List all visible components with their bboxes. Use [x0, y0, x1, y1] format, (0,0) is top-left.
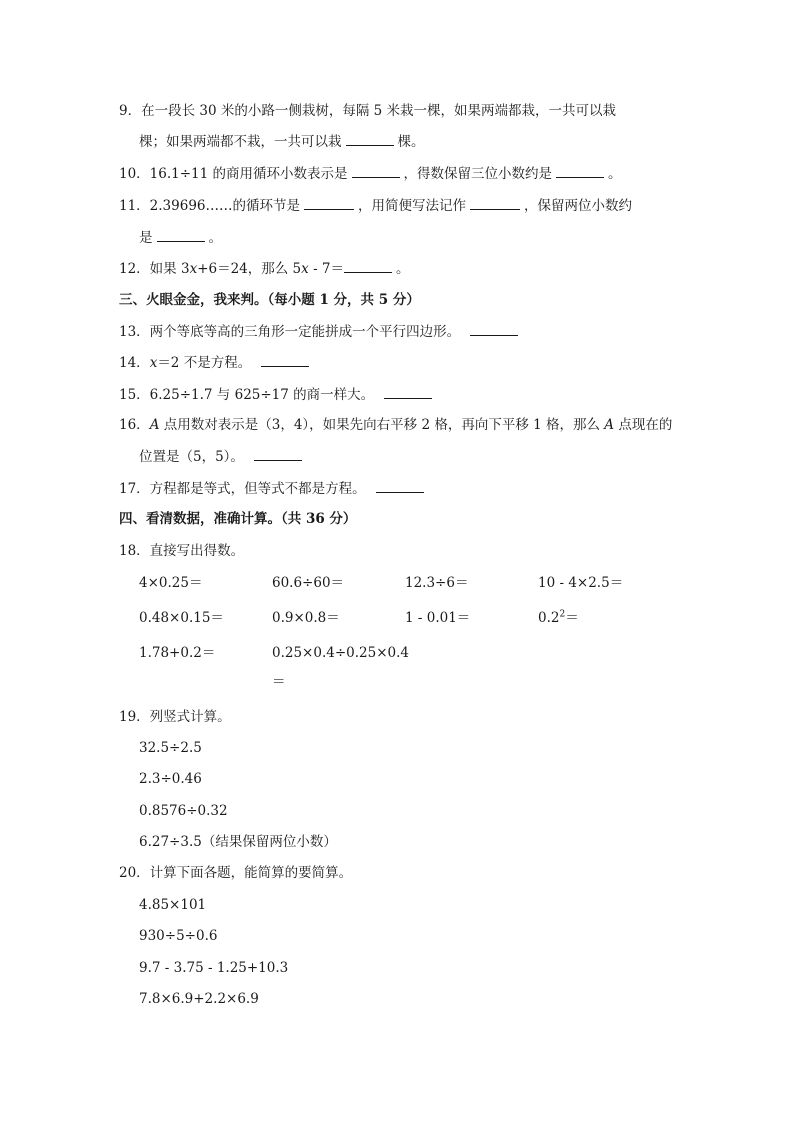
calc-item: 60.6÷60＝ [272, 575, 345, 591]
q12-text-b: +6＝24，那么 5 [197, 261, 302, 277]
q18-title: 18．直接写出得数。 [119, 543, 245, 559]
simplify-item: 930÷5÷0.6 [139, 928, 218, 944]
q20-title: 20．计算下面各题，能简算的要简算。 [119, 865, 353, 881]
q14-text-a: 14． [119, 355, 150, 371]
calc-item-continuation: ＝ [272, 674, 286, 690]
calc-item: 1 - 0.01＝ [405, 610, 471, 626]
answer-blank-q17[interactable] [376, 479, 424, 493]
q14-var-x: x [149, 355, 158, 371]
section-4-heading: 四、看清数据，准确计算。（共 36 分） [119, 511, 357, 527]
vertical-calc-item: 6.27÷3.5（结果保留两位小数） [139, 834, 337, 850]
q15-line [119, 385, 436, 405]
answer-blank-q11a[interactable] [304, 196, 354, 210]
vertical-calc-item: 32.5÷2.5 [139, 740, 202, 756]
q9-text3: 棵。 [397, 134, 425, 150]
q12-var-x1: x [189, 261, 198, 277]
q11-line2 [139, 228, 222, 248]
q16-line1 [119, 415, 672, 435]
q16-line2 [139, 447, 306, 467]
q17-text: 17．方程都是等式，但等式不都是方程。 [119, 481, 366, 497]
calc-item: 0.25×0.4÷0.25×0.4 [272, 645, 409, 661]
power-equals: ＝ [565, 610, 579, 626]
q9-line2 [139, 132, 425, 152]
answer-blank-q15[interactable] [384, 385, 432, 399]
q16-text-line2: 位置是（5，5）。 [139, 449, 244, 465]
q9-line1 [119, 101, 616, 121]
q10-text-c: 。 [608, 166, 622, 182]
q16-var-a1: A [149, 417, 160, 433]
q11-text-e: 。 [208, 230, 222, 246]
q10-text-a: 10．16.1÷11 的商用循环小数表示是 [119, 166, 348, 182]
calc-item: 1.78+0.2＝ [139, 645, 216, 661]
q11-text-a: 11．2.39696……的循环节是 [119, 198, 301, 214]
answer-blank-q12[interactable] [344, 259, 392, 273]
q10-text-b: ，得数保留三位小数约是 [403, 166, 553, 182]
q17-line [119, 479, 428, 499]
q11-text-c: ，保留两位小数约 [524, 198, 633, 214]
q16-text-c: 点现在的 [614, 417, 673, 433]
q10-line [119, 164, 622, 184]
calc-item: 4×0.25＝ [139, 575, 203, 591]
q19-title: 19．列竖式计算。 [119, 709, 231, 725]
section-3-heading: 三、火眼金金，我来判。（每小题 1 分，共 5 分） [119, 292, 420, 308]
calc-item-power [538, 608, 579, 628]
q11-line1 [119, 196, 632, 216]
answer-blank-q11b[interactable] [470, 196, 520, 210]
power-base: 0.2 [538, 610, 560, 626]
answer-blank-q10b[interactable] [556, 164, 604, 178]
calc-item: 10 - 4×2.5＝ [538, 575, 624, 591]
q16-var-a2: A [604, 417, 615, 433]
q12-line [119, 259, 410, 279]
q14-text-b: ＝2 不是方程。 [157, 355, 252, 371]
answer-blank-q9[interactable] [346, 132, 394, 146]
vertical-calc-item: 2.3÷0.46 [139, 771, 202, 787]
q13-text: 13．两个等底等高的三角形一定能拼成一个平行四边形。 [119, 324, 461, 340]
q12-text-c: - 7＝ [308, 261, 345, 277]
q12-text-a: 12．如果 3 [119, 261, 190, 277]
q16-text-a: 16． [119, 417, 150, 433]
q12-text-d: 。 [396, 261, 410, 277]
q11-text-d: 是 [139, 230, 153, 246]
q11-text-b: ，用简便写法记作 [358, 198, 467, 214]
calc-item: 12.3÷6＝ [405, 575, 469, 591]
q15-text: 15．6.25÷1.7 与 625÷17 的商一样大。 [119, 387, 375, 403]
simplify-item: 9.7 - 3.75 - 1.25+10.3 [139, 960, 289, 976]
answer-blank-q16[interactable] [254, 447, 302, 461]
q16-text-b: 点用数对表示是（3，4），如果先向右平移 2 格，再向下平移 1 格，那么 [159, 417, 605, 433]
answer-blank-q13[interactable] [470, 322, 518, 336]
q9-text: 9．在一段长 30 米的小路一侧栽树，每隔 5 米栽一棵，如果两端都栽，一共可以栽 [119, 103, 617, 119]
q13-line [119, 322, 522, 342]
simplify-item: 7.8×6.9+2.2×6.9 [139, 991, 259, 1007]
q14-line [119, 353, 313, 373]
q12-var-x2: x [301, 261, 309, 277]
power-exponent: 2 [559, 609, 566, 620]
simplify-item: 4.85×101 [139, 897, 207, 913]
q9-text2: 棵；如果两端都不栽，一共可以栽 [139, 134, 342, 150]
calc-item: 0.9×0.8＝ [272, 610, 340, 626]
answer-blank-q14[interactable] [261, 353, 309, 367]
vertical-calc-item: 0.8576÷0.32 [139, 803, 228, 819]
calc-item: 0.48×0.15＝ [139, 610, 224, 626]
answer-blank-q10a[interactable] [352, 164, 400, 178]
answer-blank-q11c[interactable] [157, 228, 205, 242]
